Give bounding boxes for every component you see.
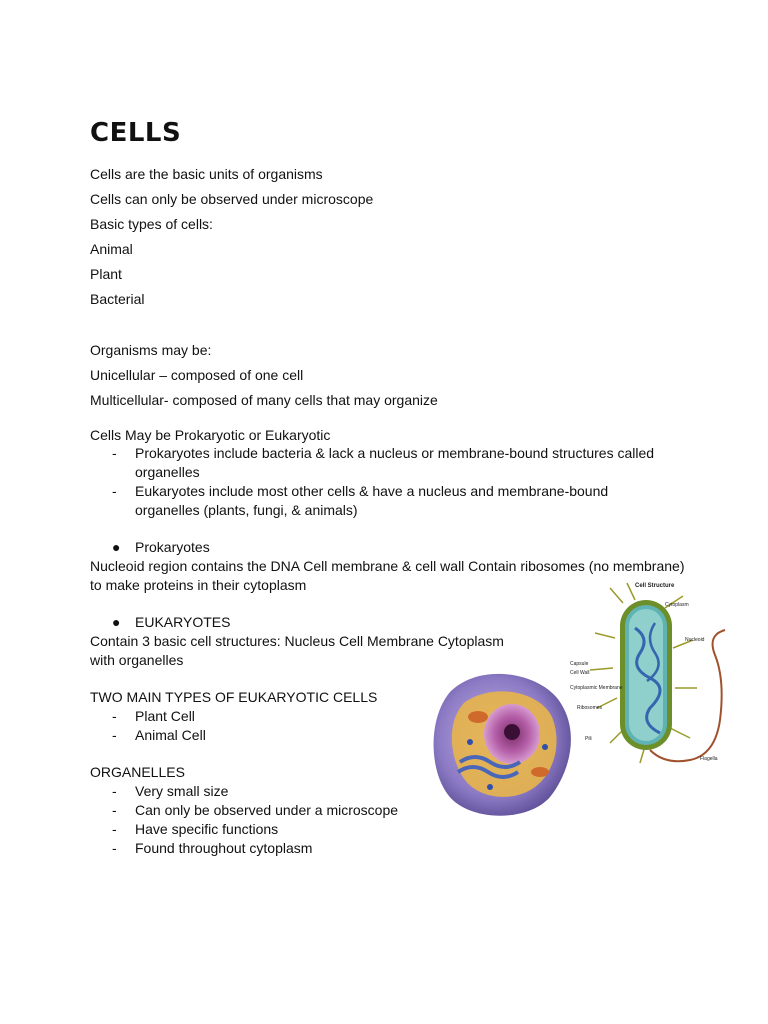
dash-marker: -	[112, 821, 117, 837]
eukaryotes-bullet: EUKARYOTES	[135, 614, 231, 630]
organelles-item: Very small size	[135, 783, 229, 799]
cell-type-animal: Animal	[90, 241, 133, 257]
dash-marker: -	[112, 708, 117, 724]
dash-marker: -	[112, 840, 117, 856]
organelles-item: Can only be observed under a microscope	[135, 802, 399, 818]
animal-cell-illustration	[420, 662, 580, 822]
bacterial-cell-illustration	[565, 578, 740, 778]
pro-euk-heading: Cells May be Prokaryotic or Eukaryotic	[90, 427, 331, 443]
prokaryotes-text: Nucleoid region contains the DNA Cell membrane & cell wall Contain ribosomes (no membrane) to make proteins in their cytoplasm	[90, 558, 685, 593]
organelles-item: Found throughout cytoplasm	[135, 840, 313, 856]
figure-label: Pili	[585, 736, 592, 742]
figure-label: Flagella	[700, 756, 718, 762]
organelles-item: Have specific functions	[135, 821, 279, 837]
types-heading: TWO MAIN TYPES OF EUKARYOTIC CELLS	[90, 689, 378, 705]
pro-euk-item: Eukaryotes include most other cells & have a nucleus and membrane-bound organelles (plants, fungi, & animals)	[135, 483, 609, 518]
figure-label: Ribosomes	[577, 705, 603, 711]
dash-marker: -	[112, 783, 117, 799]
intro-line: Basic types of cells:	[90, 216, 213, 232]
cell-type-plant: Plant	[90, 266, 122, 282]
organisms-item: Multicellular- composed of many cells that may organize	[90, 392, 438, 408]
figure-label: Cytoplasmic Membrane	[570, 685, 623, 691]
dash-marker: -	[112, 445, 117, 461]
pro-euk-item: Prokaryotes include bacteria & lack a nucleus or membrane-bound structures called organelles	[135, 445, 655, 480]
figure-label: Cell Wall	[570, 670, 590, 676]
figure-label: Cytoplasm	[665, 602, 689, 608]
figure-title: Cell Structure	[635, 583, 675, 589]
intro-line: Cells are the basic units of organisms	[90, 166, 323, 182]
dash-marker: -	[112, 802, 117, 818]
eukaryotes-text: Contain 3 basic cell structures: Nucleus Cell Membrane Cytoplasm	[90, 633, 504, 649]
cell-type-bacterial: Bacterial	[90, 291, 145, 307]
organelles-heading: ORGANELLES	[90, 764, 185, 780]
bullet-marker: ●	[112, 539, 121, 555]
figure-label: Capsule	[570, 661, 589, 667]
figure-label: Nucleoid	[685, 637, 705, 643]
dash-marker: -	[112, 483, 117, 499]
bullet-marker: ●	[112, 614, 121, 630]
dash-marker: -	[112, 727, 117, 743]
organisms-heading: Organisms may be:	[90, 342, 212, 358]
organisms-item: Unicellular – composed of one cell	[90, 367, 304, 383]
eukaryotes-text: with organelles	[90, 652, 184, 668]
types-item: Animal Cell	[135, 727, 206, 743]
intro-line: Cells can only be observed under microscope	[90, 191, 374, 207]
prokaryotes-bullet: Prokaryotes	[135, 539, 210, 555]
types-item: Plant Cell	[135, 708, 195, 724]
page-title: CELLS	[90, 118, 182, 148]
